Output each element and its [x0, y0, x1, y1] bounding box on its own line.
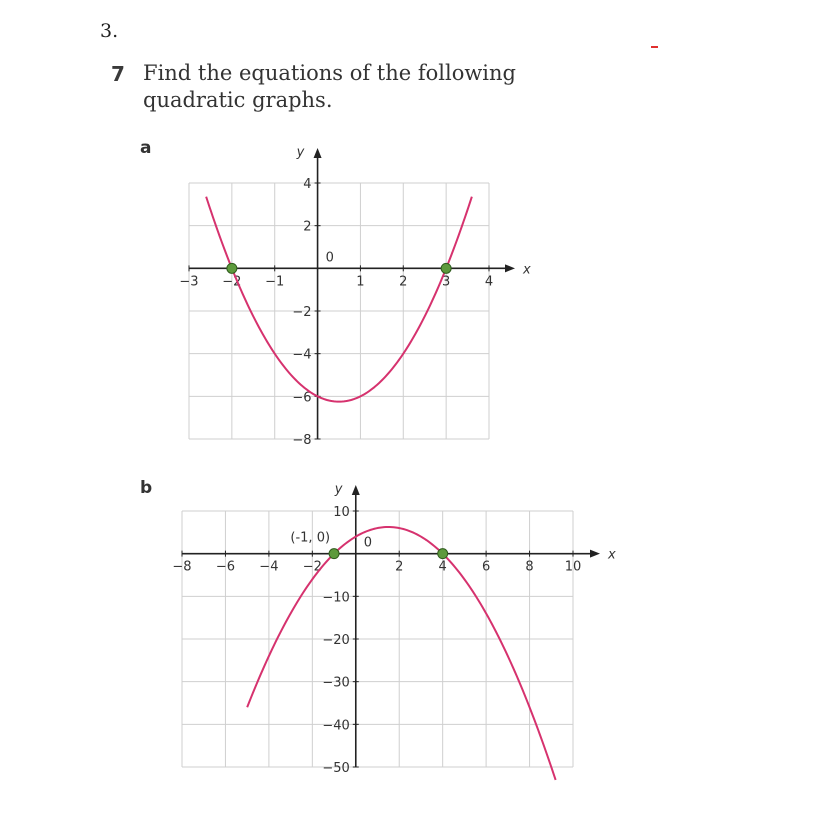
y-tick-label: 10 [333, 505, 350, 520]
y-tick-label: −30 [322, 675, 350, 691]
x-axis-label: x [523, 262, 531, 278]
x-tick-label: 4 [438, 559, 447, 575]
x-tick-label: −8 [172, 559, 192, 575]
y-tick-label: 4 [303, 177, 312, 192]
question-number: 3. [100, 20, 119, 42]
part-b-label: b [140, 478, 153, 498]
x-tick-label: −2 [222, 274, 242, 290]
y-tick-label: −8 [292, 433, 312, 448]
origin-label: 0 [325, 250, 334, 266]
y-axis-arrow-icon [352, 485, 360, 495]
y-tick-label: −6 [292, 390, 312, 406]
x-tick-label: 8 [525, 559, 534, 575]
x-tick-label: −1 [265, 274, 285, 290]
x-tick-label: 4 [484, 274, 494, 290]
x-tick-label: 2 [395, 559, 404, 575]
y-axis-label: y [296, 145, 305, 160]
y-tick-label: −4 [292, 347, 312, 363]
y-tick-label: −20 [322, 633, 350, 648]
exercise-prompt: Find the equations of the following quadratic graphs. [143, 61, 516, 112]
y-tick-label: 2 [303, 219, 312, 235]
x-tick-label: −2 [302, 559, 322, 575]
y-tick-label: −10 [322, 590, 350, 606]
point-label: (-1, 0) [290, 530, 331, 546]
x-tick-label: −4 [259, 559, 279, 575]
x-tick-label: 10 [564, 559, 582, 575]
x-tick-label: −6 [215, 559, 236, 575]
x-tick-label: 3 [442, 274, 451, 290]
exercise-number: 7 [111, 62, 125, 86]
y-tick-label: −50 [322, 761, 350, 776]
y-tick-label: −2 [292, 305, 312, 320]
origin-label: 0 [363, 535, 373, 551]
y-axis-label: y [334, 482, 343, 497]
x-axis-arrow-icon [590, 550, 600, 558]
x-axis-label: x [608, 547, 616, 563]
part-a-label: a [140, 138, 152, 158]
root-point [329, 549, 339, 559]
root-point [438, 549, 448, 559]
x-tick-label: 2 [399, 274, 408, 290]
y-tick-label: −40 [322, 718, 350, 734]
x-tick-label: −3 [179, 274, 199, 290]
x-tick-label: 1 [356, 274, 365, 290]
x-tick-label: 6 [481, 559, 491, 575]
